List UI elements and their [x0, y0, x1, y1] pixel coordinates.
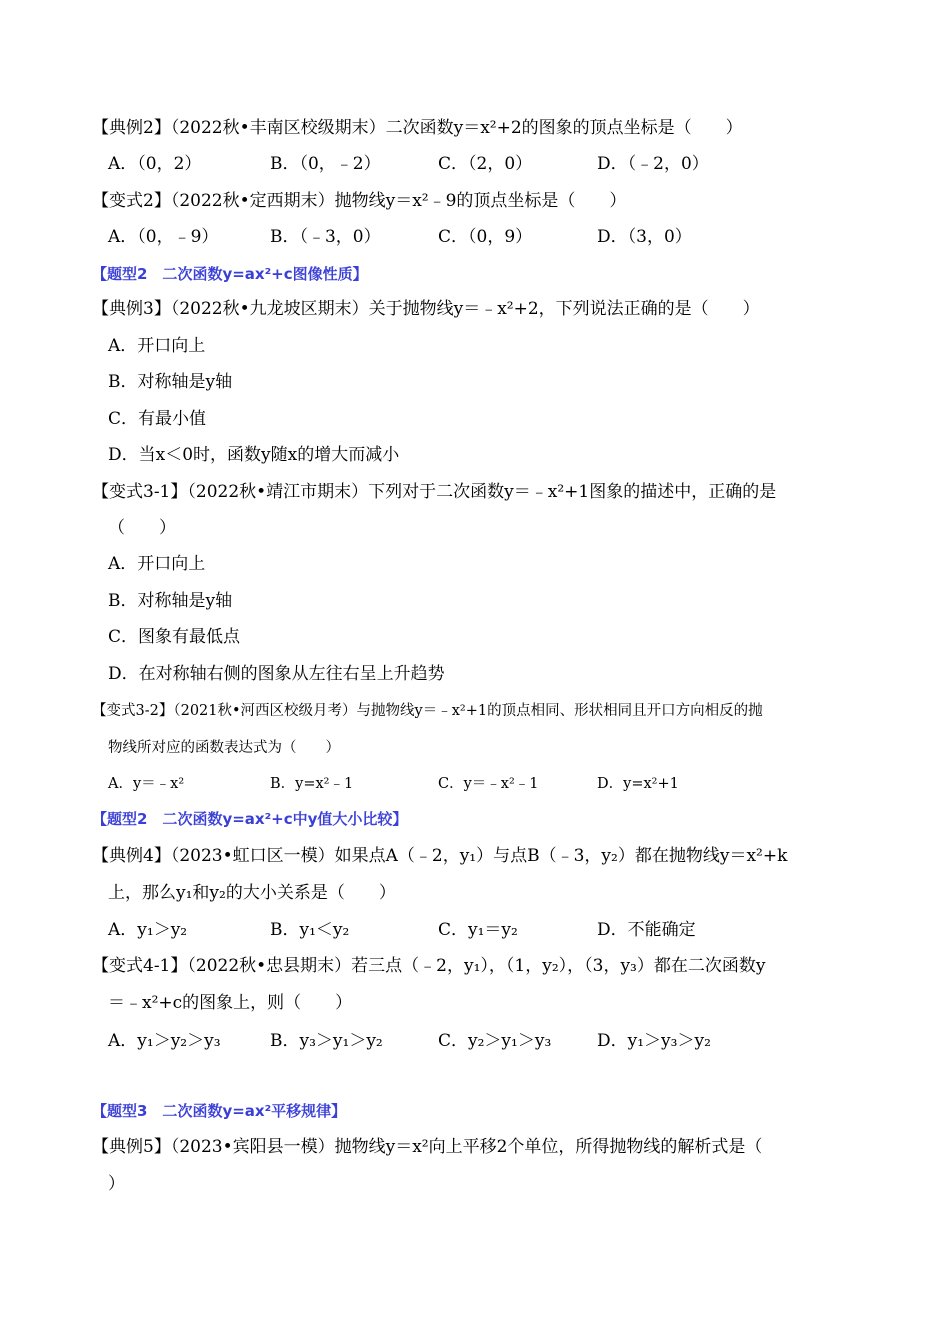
question-stem: 【典例5】（2023•宾阳县一模）抛物线y＝x²向上平移2个单位，所得抛物线的解析式是（: [92, 1137, 763, 1157]
question-stem: 【变式4-1】（2022秋•忠县期末）若三点（﹣2，y₁），（1，y₂），（3，y₃）都在二次函数y: [92, 956, 766, 976]
question-stem: 【典例4】（2023•虹口区一模）如果点A（﹣2，y₁）与点B（﹣3，y₂）都在抛物线y＝x²+k: [92, 846, 788, 866]
option-b[interactable]: B．（﹣3，0）: [270, 227, 381, 247]
option-c[interactable]: C．（0，9）: [438, 227, 533, 247]
section-heading: 【题型2 二次函数y=ax²+c图像性质】: [92, 265, 368, 283]
option-c[interactable]: C．y₂＞y₁＞y₃: [438, 1031, 552, 1051]
option-d[interactable]: D．（3，0）: [597, 227, 692, 247]
option-d[interactable]: D．不能确定: [597, 920, 696, 940]
question-stem: 【典例2】（2022秋•丰南区校级期末）二次函数y＝x²+2的图象的顶点坐标是（ ）: [92, 118, 743, 138]
question-stem: 【变式3-1】（2022秋•靖江市期末）下列对于二次函数y＝﹣x²+1图象的描述中，正确的是: [92, 482, 777, 502]
option-c[interactable]: C．图象有最低点: [108, 627, 241, 647]
question-stem: 【变式2】（2022秋•定西期末）抛物线y＝x²﹣9的顶点坐标是（ ）: [92, 191, 627, 211]
question-stem-continued: 物线所对应的函数表达式为（ ）: [108, 740, 340, 756]
question-stem-continued: 上，那么y₁和y₂的大小关系是（ ）: [108, 883, 396, 903]
option-b[interactable]: B．y=x²﹣1: [270, 776, 354, 792]
question-stem: 【变式3-2】（2021秋•河西区校级月考）与抛物线y＝﹣x²+1的顶点相同、形状相同且开口方向相反的抛: [92, 703, 763, 719]
option-b[interactable]: B．y₁＜y₂: [270, 920, 350, 940]
option-a[interactable]: A．（0，2）: [108, 154, 202, 174]
option-a[interactable]: A．（0，﹣9）: [108, 227, 219, 247]
option-a[interactable]: A．y₁＞y₂＞y₃: [108, 1031, 221, 1051]
question-stem-continued: ）: [108, 1174, 125, 1194]
section-heading: 【题型3 二次函数y=ax²平移规律】: [92, 1102, 347, 1120]
question-stem-continued: （ ）: [108, 518, 176, 538]
option-c[interactable]: C．有最小值: [108, 409, 207, 429]
option-a[interactable]: A．开口向上: [108, 554, 206, 574]
question-stem: 【典例3】（2022秋•九龙坡区期末）关于抛物线y＝﹣x²+2，下列说法正确的是（ ）: [92, 299, 760, 319]
option-d[interactable]: D．当x＜0时，函数y随x的增大而减小: [108, 445, 400, 465]
option-b[interactable]: B．对称轴是y轴: [108, 591, 233, 611]
option-a[interactable]: A．y₁＞y₂: [108, 920, 188, 940]
option-b[interactable]: B．对称轴是y轴: [108, 372, 233, 392]
option-b[interactable]: B．（0，﹣2）: [270, 154, 381, 174]
option-d[interactable]: D．在对称轴右侧的图象从左往右呈上升趋势: [108, 664, 445, 684]
option-c[interactable]: C．y₁＝y₂: [438, 920, 518, 940]
option-d[interactable]: D．y=x²+1: [597, 776, 679, 792]
option-a[interactable]: A．y＝﹣x²: [108, 776, 185, 792]
section-heading: 【题型2 二次函数y=ax²+c中y值大小比较】: [92, 810, 408, 828]
option-d[interactable]: D．y₁＞y₃＞y₂: [597, 1031, 711, 1051]
option-d[interactable]: D．（﹣2，0）: [597, 154, 709, 174]
option-c[interactable]: C．（2，0）: [438, 154, 533, 174]
option-c[interactable]: C．y＝﹣x²﹣1: [438, 776, 539, 792]
option-a[interactable]: A．开口向上: [108, 336, 206, 356]
option-b[interactable]: B．y₃＞y₁＞y₂: [270, 1031, 383, 1051]
question-stem-continued: ＝﹣x²+c的图象上，则（ ）: [108, 993, 353, 1013]
